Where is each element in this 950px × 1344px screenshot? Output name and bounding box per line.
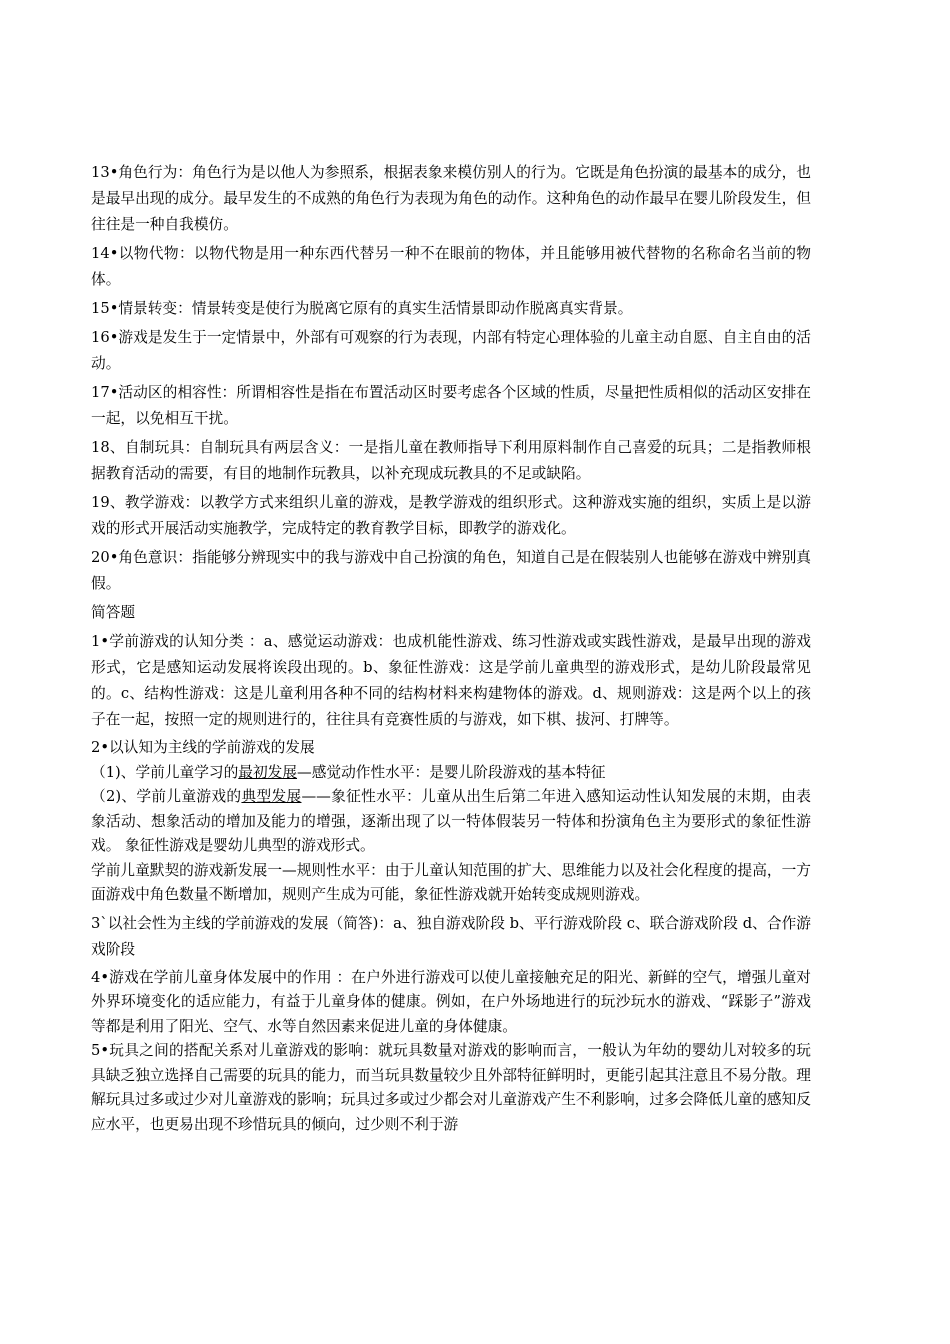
item-2-underlined-term: 典型发展 [241,788,302,805]
paragraph-16: 16•游戏是发生于一定情景中，外部有可观察的行为表现，内部有特定心理体验的儿童主动自愿、自主自由的活动。 [91,329,811,372]
answer-1: 1•学前游戏的认知分类 ：a、感觉运动游戏：也成机能性游戏、练习性游戏或实践性游戏，是最早出现的游戏形式，它是感知运动发展将诶段出现的。b、象征性游戏：这是学前儿童典型的游戏形式，是幼儿阶段最常见的。c、结构性游戏：这是儿童利用各种不同的结构材料来构建物体的游戏。d、规则游戏：这是两个以上的孩子在一起，按照一定的规则进行的，往往具有竞赛性质的与游戏，如下棋、拔河、打牌等。 [91,633,811,728]
paragraph-18: 18、自制玩具：自制玩具有两层含义：一是指儿童在教师指导下利用原料制作自己喜爱的玩具；二是指教师根据教育活动的需要，有目的地制作玩教具，以补充现成玩教具的不足或缺陷。 [91,439,811,482]
answer-5: 5•玩具之间的搭配关系对儿童游戏的影响：就玩具数量对游戏的影响而言，一般认为年幼的婴幼儿对较多的玩具缺乏独立选择自己需要的玩具的能力，而当玩具数量较少且外部特征鲜明时，更能引起其注意且不易分散。理解玩具过多或过少对儿童游戏的影响；玩具过多或过少都会对儿童游戏产生不利影响，过多会降低儿童的感知反应水平，也更易出现不珍惜玩具的倾向，过少则不利于游 [91,1042,811,1133]
paragraph-19: 19、教学游戏：以教学方式来组织儿童的游戏，是教学游戏的组织形式。这种游戏实施的组织，实质上是以游戏的形式开展活动实施教学，完成特定的教育教学目标，即教学的游戏化。 [91,494,811,537]
section-heading-short-answer: 简答题 [91,604,136,621]
answer-3: 3`以社会性为主线的学前游戏的发展（简答)：a、独自游戏阶段 b、平行游戏阶段 c、联合游戏阶段 d、合作游戏阶段 [91,914,811,958]
document-page [91,160,811,1137]
answer-2-item-2 [91,785,811,859]
paragraph-17: 17•活动区的相容性：所谓相容性是指在布置活动区时要考虑各个区域的性质，尽量把性质相似的活动区安排在一起，以免相互干扰。 [91,384,811,427]
item-1-underlined-term: 最初发展 [238,763,298,781]
answer-2-item-1 [91,761,811,786]
paragraph-20: 20•角色意识：指能够分辨现实中的我与游戏中自己扮演的角色，知道自己是在假装别人也能够在游戏中辨别真假。 [91,549,811,592]
item-1-suffix: —感觉动作性水平：是婴儿阶段游戏的基本特征 [297,763,606,781]
answer-4: 4•游戏在学前儿童身体发展中的作用 ：在户外进行游戏可以使儿童接触充足的阳光、新鲜的空气，增强儿童对外界环境变化的适应能力，有益于儿童身体的健康。例如，在户外场地进行的玩沙玩水的游戏、“踩影子”游戏等都是利用了阳光、空气、水等自然因素来促进儿童的身体健康。 [91,968,811,1035]
item-2-prefix: （2)、学前儿童游戏的 [91,788,242,805]
item-2-suffix: ——象征性水平：儿童从出生后第二年进入感知运动性认知发展的末期，由表象活动、想象活动的增加及能力的增强，逐渐出现了以一特体假装另一特体和扮演角色主为要形式的象征性游戏。 象征性游戏是婴幼儿典型的游戏形式。 [91,788,811,854]
answer-2-title: 2•以认知为主线的学前游戏的发展 [91,739,315,756]
paragraph-15: 15•情景转变：情景转变是使行为脱离它原有的真实生活情景即动作脱离真实背景。 [91,300,633,317]
answer-2-item-3: 学前儿童默契的游戏新发展一—规则性水平：由于儿童认知范围的扩大、思维能力以及社会化程度的提高，一方面游戏中角色数量不断增加，规则产生成为可能，象征性游戏就开始转变成规则游戏。 [91,861,811,903]
item-1-prefix: （1)、学前儿童学习的 [91,763,239,781]
paragraph-14: 14•以物代物：以物代物是用一种东西代替另一种不在眼前的物体，并且能够用被代替物的名称命名当前的物体。 [91,245,811,288]
paragraph-13: 13•角色行为：角色行为是以他人为参照系，根据表象来模仿别人的行为。它既是角色扮演的最基本的成分，也是最早出现的成分。最早发生的不成熟的角色行为表现为角色的动作。这种角色的动作最早在婴儿阶段发生，但往往是一种自我模仿。 [91,164,811,233]
